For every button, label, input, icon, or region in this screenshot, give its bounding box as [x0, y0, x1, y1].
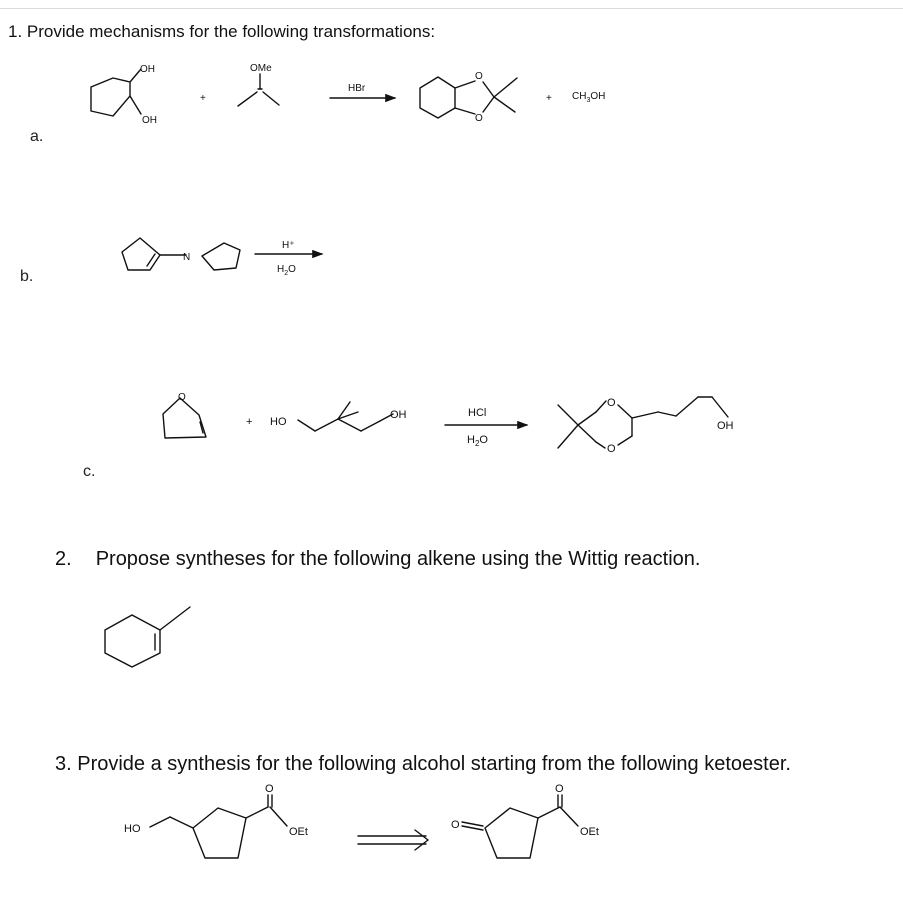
cyclopentenyl-structure [122, 238, 186, 270]
oh-label: OH [390, 409, 407, 421]
carbonyl-oxygen-label: O [555, 783, 564, 795]
oh-label-top: OH [140, 64, 155, 75]
retrosynthesis-arrow [358, 830, 428, 850]
o-label-top: O [475, 71, 483, 82]
ome-label: OMe [250, 63, 272, 74]
nitrogen-label: N [183, 252, 191, 263]
carbonyl-oxygen-label: O [265, 783, 274, 795]
dioxane-product-structure [558, 397, 728, 448]
o-label-bottom: O [607, 443, 616, 455]
dioxolane-product-structure [420, 77, 517, 118]
question-1-heading: 1. Provide mechanisms for the following transformations: [8, 22, 436, 41]
hydroxy-ester-target-structure [150, 795, 287, 858]
reagent-acid: H⁺ [282, 240, 295, 251]
cyclohexane-diol-structure [91, 69, 141, 116]
part-a-label: a. [30, 128, 44, 145]
pyrrolidine-ring-structure [202, 243, 240, 270]
diol-chain-structure [298, 402, 393, 431]
methylenecyclohexane-alkene-structure [105, 607, 190, 667]
plus-sign: + [546, 93, 552, 104]
dihydrofuran-structure [163, 398, 206, 438]
ho-label: HO [124, 823, 141, 835]
methanol-label: $CH_3OH$ [572, 91, 606, 104]
oh-label: OH [717, 420, 734, 432]
question-3-heading: 3. Provide a synthesis for the following alcohol starting from the following ketoester. [55, 753, 791, 775]
part-c-label: c. [83, 463, 96, 480]
ketoester-structure [462, 795, 578, 858]
ketone-oxygen-label: O [451, 819, 460, 831]
oet-label: OEt [289, 826, 308, 838]
question-2-text: Propose syntheses for the following alkene using the Wittig reaction. [95, 548, 701, 570]
reagent-water: $H_2O$ [277, 264, 296, 277]
reagent-hcl: HCl [468, 407, 487, 419]
methoxy-alkene-structure [238, 74, 279, 106]
o-label-top: O [607, 397, 616, 409]
part-b-label: b. [20, 268, 34, 285]
plus-sign: + [246, 416, 253, 428]
oet-label: OEt [580, 826, 599, 838]
oh-label-bottom: OH [142, 115, 157, 126]
ho-label: HO [270, 416, 287, 428]
ring-oxygen-label: O [178, 392, 186, 403]
reagent-hbr: HBr [348, 83, 366, 94]
plus-sign: + [200, 93, 206, 104]
question-2-number: 2. [55, 548, 72, 570]
o-label-bottom: O [475, 113, 483, 124]
reagent-water: $H_2O$ [467, 434, 488, 448]
